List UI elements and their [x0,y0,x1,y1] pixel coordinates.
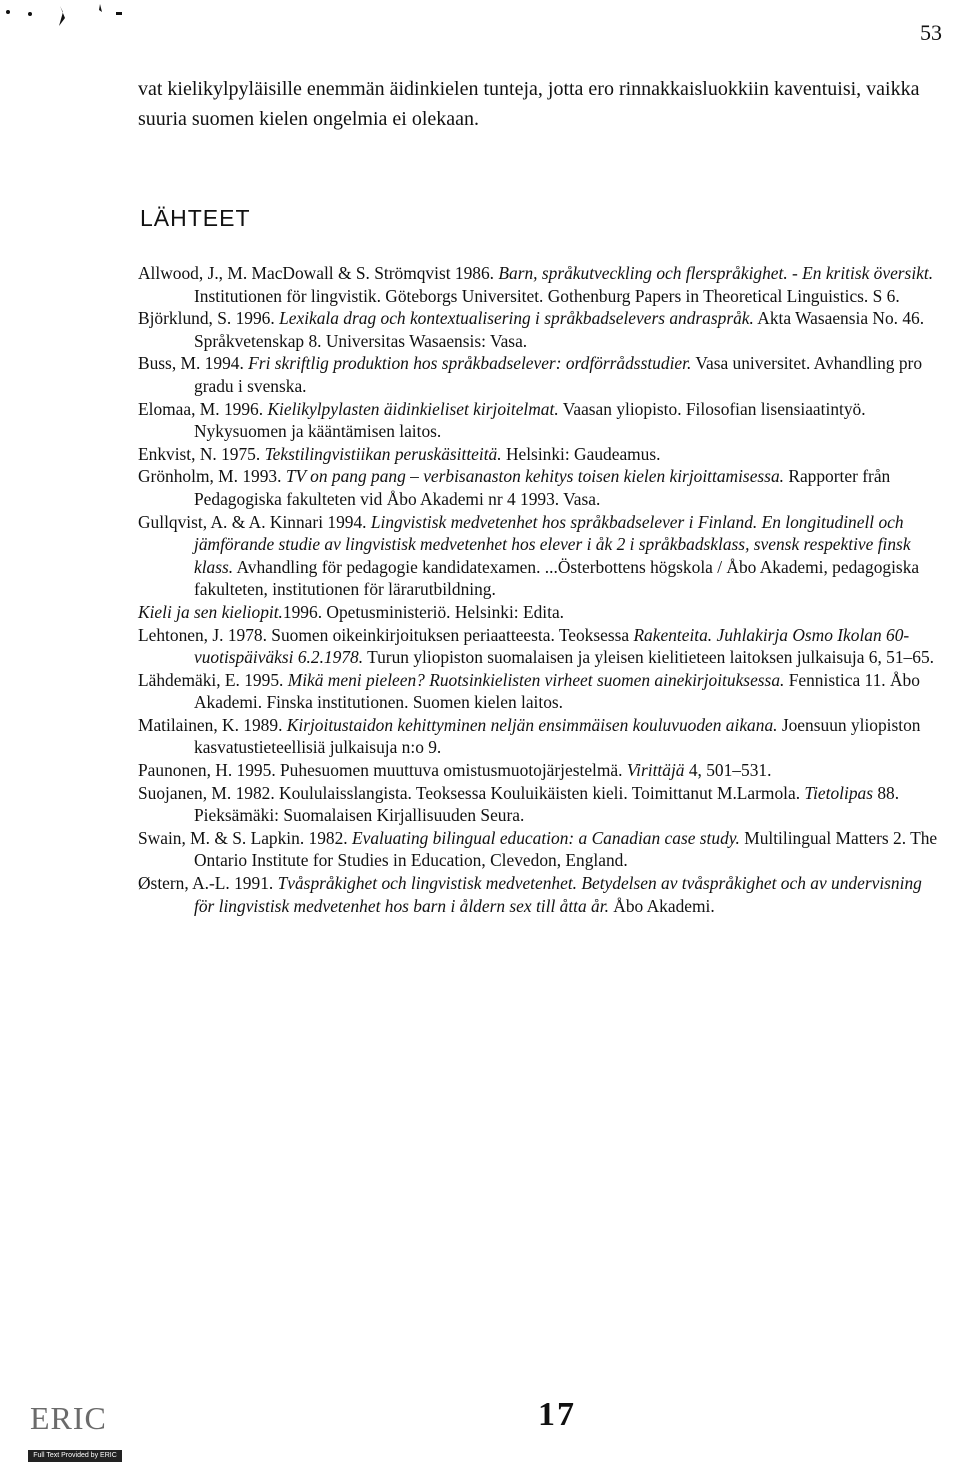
reference-entry: Lähdemäki, E. 1995. Mikä meni pieleen? Ruotsinkielisten virheet suomen ainekirjoituksessa. Fennistica 11. Åbo Akademi. Finska institutionen. Suomen kielen laitos. [138,669,920,713]
reference-entry: Østern, A.-L. 1991. Tvåspråkighet och lingvistisk medvetenhet. Betydelsen av tvåspråkighet och av undervisning för lingvistisk medvetenhet hos barn i åldern sex till åtta år. Åbo Akademi. [138,873,922,916]
reference-list [138,262,938,917]
scan-marks [0,0,140,40]
reference-entry: Suojanen, M. 1982. Koululaisslangista. Teoksessa Kouluikäisten kieli. Toimittanut M.Larmola. Tietolipas 88. Pieksämäki: Suomalaisen Kirjallisuuden Seura. [138,782,900,826]
reference-entry: Allwood, J., M. MacDowall & S. Strömqvist 1986. Barn, språkutveckling och flerspråkighet. - En kritisk översikt. Institutionen för lingvistik. Göteborgs Universitet. Gothenburg Papers in Theoretical Linguistics. S 6. [138,263,934,306]
reference-entry: Grönholm, M. 1993. TV on pang pang – verbisanaston kehitys toisen kielen kirjoittamisessa. Rapporter från Pedagogiska fakulteten vid Åbo Akademi nr 4 1993. Vasa. [138,466,891,509]
reference-entry: Buss, M. 1994. Fri skriftlig produktion hos språkbadselever: ordförrådsstudier. Vasa universitet. Avhandling pro gradu i svenska. [138,353,923,396]
eric-tagline: Full Text Provided by ERIC [28,1450,122,1462]
reference-entry: Swain, M. & S. Lapkin. 1982. Evaluating bilingual education: a Canadian case study. Multilingual Matters 2. The Ontario Institute for Studies in Education, Clevedon, England. [138,827,938,871]
footer-page-number: 17 [538,1396,576,1433]
reference-entry: Paunonen, H. 1995. Puhesuomen muuttuva omistusmuotojärjestelmä. Virittäjä 4, 501–531. [138,760,772,781]
intro-paragraph: vat kielikylpyläisille enemmän äidinkielen tunteja, jotta ero rinnakkaisluokkiin kaventuisi, vaikka suuria suomen kielen ongelmia ei olekaan. [138,78,920,130]
page-number: 53 [920,20,942,45]
reference-entry: Lehtonen, J. 1978. Suomen oikeinkirjoituksen periaatteesta. Teoksessa Rakenteita. Juhlakirja Osmo Ikolan 60-vuotispäiväksi 6.2.1978. Turun yliopiston suomalaisen ja yleisen kielitieteen laitoksen julkaisuja 6, 51–65. [138,624,934,668]
references-heading: LÄHTEET [140,205,251,231]
reference-entry: Matilainen, K. 1989. Kirjoitustaidon kehittyminen neljän ensimmäisen kouluvuoden aikana. Joensuun yliopiston kasvatustieteellisiä julkaisuja n:o 9. [138,714,921,758]
reference-entry: Elomaa, M. 1996. Kielikylpylasten äidinkieliset kirjoitelmat. Vaasan yliopisto. Filosofian lisensiaatintyö. Nykysuomen ja kääntämisen laitos. [138,398,866,442]
reference-entry: Enkvist, N. 1975. Tekstilingvistiikan peruskäsitteitä. Helsinki: Gaudeamus. [138,443,661,464]
reference-entry: Gullqvist, A. & A. Kinnari 1994. Lingvistisk medvetenhet hos språkbadselever i Finland. En longitudinell och jämförande studie av lingvistisk medvetenhet hos elever i åk 2 i språkbadsklass, svensk respektive finsk klass. Avhandling för pedagogie kandidatexamen. ...Österbottens högskola / Åbo Akademi, pedagogiska fakulteten, institutionen för lärarutbildning. [138,511,920,600]
reference-entry: Kieli ja sen kieliopit.1996. Opetusministeriö. Helsinki: Edita. [138,601,565,622]
reference-entry: Björklund, S. 1996. Lexikala drag och kontextualisering i språkbadselevers andraspråk. Akta Wasaensia No. 46. Språkvetenskap 8. Universitas Wasaensis: Vasa. [138,308,925,351]
eric-logo: ERIC [30,1400,107,1436]
